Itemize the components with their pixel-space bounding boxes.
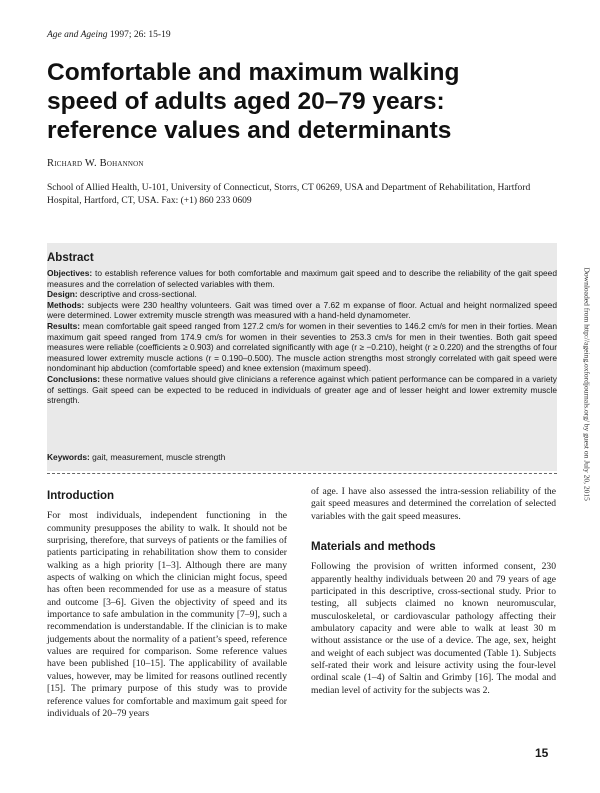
text-objectives: to establish reference values for both comfortable and maximum gait speed and to describe the reliability of the gait speed measures and the correlation of selected variables with them. bbox=[47, 268, 558, 289]
journal-volume: 1997; 26: 15-19 bbox=[109, 30, 171, 40]
column-right bbox=[311, 486, 556, 697]
text-results: mean comfortable gait speed ranged from 127.2 cm/s for women in their seventies to 146.2 cm/s for men in their forties. Mean maximum gait speed ranged from 174.9 cm/s for women in their seventies to 253.3 cm/s for men in their twenties. Both gait speed measures were reliable (coefficients ≥ 0.903) and correlated significantly with age (r ≥ −0.210), height (r ≥ 0.220) and the strengths of four measured lower extremity muscle actions (r = 0.190–0.500). The muscle action strengths most strongly correlated with gait speed were nondominant hip abduction (comfortable speed) and knee extension (maximum speed). bbox=[47, 320, 558, 374]
materials-text: Following the provision of written informed consent, 230 apparently healthy individuals between 20 and 79 years of age participated in this descriptive, cross-sectional study. Prior to testing, all subjects claimed no known neuromuscular, musculoskeletal, or cardiovascular pathology affecting their ambulatory capacity and were able to walk at least 30 m without assistance or the use of a device. The age, sex, height and weight of each subject was documented (Table 1). Subjects self-rated their work and leisure activity using the four-level ordinal scale (1–4) of Saltin and Grimby [16]. The modal and median level of activity for the subjects was 2. bbox=[311, 561, 556, 696]
label-results: Results: bbox=[47, 320, 81, 331]
title-line: reference values and determinants bbox=[47, 117, 452, 144]
materials-heading: Materials and methods bbox=[311, 541, 436, 554]
journal-citation bbox=[47, 30, 171, 40]
article-title bbox=[47, 58, 517, 145]
abstract-conclusions bbox=[47, 374, 557, 406]
abstract-methods bbox=[47, 300, 557, 321]
column-left bbox=[47, 490, 287, 720]
keywords bbox=[47, 452, 225, 462]
text-conclusions: these normative values should give clinicians a reference against which patient performance can be compared in a variety of settings. Gait speed can be expected to be reduced in individuals of greater age and of lesser height and lower extremity muscle strength. bbox=[47, 373, 557, 406]
introduction-heading: Introduction bbox=[47, 490, 115, 502]
abstract-results bbox=[47, 321, 557, 374]
keywords-text: gait, measurement, muscle strength bbox=[92, 452, 226, 462]
label-design: Design: bbox=[47, 289, 78, 300]
author-affiliation: School of Allied Health, U-101, University of Connecticut, Storrs, CT 06269, USA and Department of Rehabilitation, Hartford Hospital, Hartford, CT, USA. Fax: (+1) 860 233 0609 bbox=[47, 183, 531, 206]
text-design: descriptive and cross-sectional. bbox=[80, 289, 197, 300]
author-name: Richard W. Bohannon bbox=[47, 158, 144, 169]
text-methods: subjects were 230 healthy volunteers. Gait was timed over a 7.62 m expanse of floor. Actual and height normalized speed were determined. Lower extremity muscle strength was measured with a hand-held dynamometer. bbox=[47, 299, 557, 321]
introduction-continuation: of age. I have also assessed the intra-session reliability of the gait speed measures and determined the correlation of selected variables with the gait speed measures. bbox=[311, 486, 556, 522]
keywords-label: Keywords: bbox=[47, 452, 90, 462]
introduction-text: For most individuals, independent functioning in the community presupposes the ability to walk. It should not be surprising, therefore, that surveys of patients or the families of patients participating in rehabilitation show them to consider walking as a high priority [1–3]. Although there are many aspects of walking on which the clinician might focus, speed has often been recommended for use as a measure of status and outcome [3–6]. Given the objectivity of speed and its importance to safe ambulation in the community [7–9], such a recommendation is understandable. If the clinician is to make judgements about the normality of a patient’s speed, reference values are required for comparison. Some reference values have been published [10–15]. The applicability of available values, however, may be limited for reasons outlined recently [15]. The primary purpose of this study was to provide reference values for comfortable and maximum gait speed for individuals of 20–79 years bbox=[47, 510, 287, 719]
abstract-design bbox=[47, 289, 557, 300]
label-methods: Methods: bbox=[47, 299, 85, 310]
abstract-objectives bbox=[47, 268, 557, 289]
abstract-body bbox=[47, 268, 557, 406]
journal-name: Age and Ageing bbox=[47, 30, 108, 40]
download-watermark bbox=[582, 268, 594, 598]
title-line: Comfortable and maximum walking bbox=[47, 59, 460, 86]
label-conclusions: Conclusions: bbox=[47, 373, 101, 384]
download-notice: Downloaded from http://ageing.oxfordjournals.org/ by guest on July 20, 2015 bbox=[582, 267, 592, 501]
section-divider bbox=[47, 473, 557, 475]
abstract-heading: Abstract bbox=[47, 252, 94, 264]
page-number: 15 bbox=[535, 746, 549, 760]
title-line: speed of adults aged 20–79 years: bbox=[47, 88, 445, 115]
label-objectives: Objectives: bbox=[47, 268, 93, 278]
